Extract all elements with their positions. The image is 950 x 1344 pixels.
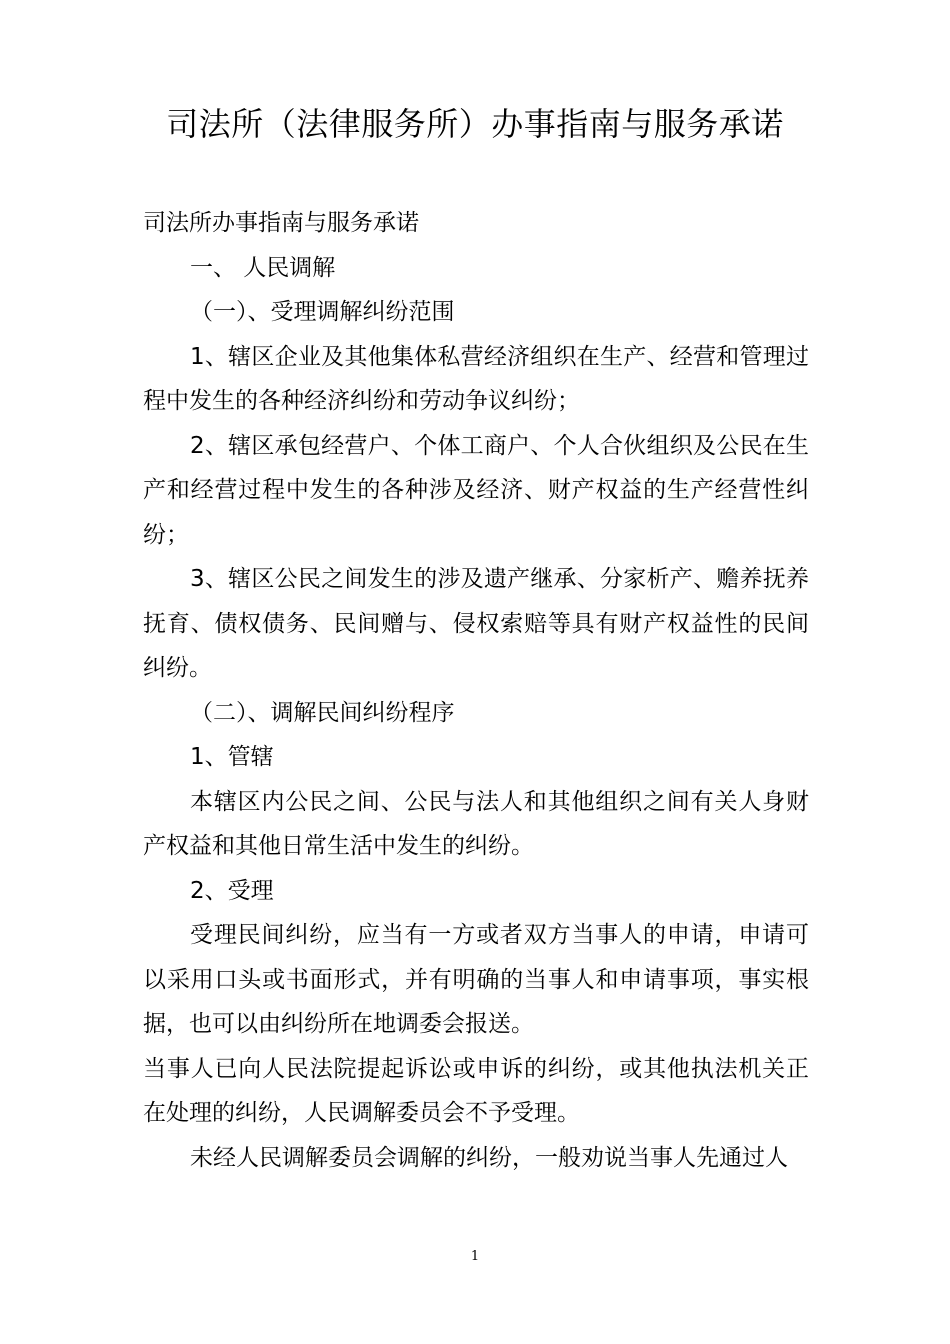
paragraph-acceptance: 受理民间纠纷，应当有一方或者双方当事人的申请，申请可以采用口头或书面形式，并有明确的当事人和申请事项，事实根据，也可以由纠纷所在地调委会报送。 [143, 922, 809, 1037]
paragraph-not-accepted: 当事人已向人民法院提起诉讼或申诉的纠纷，或其他执法机关正在处理的纠纷，人民调解委员会不予受理。 [143, 1055, 809, 1126]
document-title: 司法所（法律服务所）办事指南与服务承诺 [166, 105, 784, 143]
paragraph-scope-2: 2、辖区承包经营户、个体工商户、个人合伙组织及公民在生产和经营过程中发生的各种涉及经济、财产权益的生产经营性纠纷； [143, 432, 809, 548]
paragraph-scope-1: 1、辖区企业及其他集体私营经济组织在生产、经营和管理过程中发生的各种经济纠纷和劳动争议纠纷； [143, 343, 809, 414]
section-heading-mediation: 一、 人民调解 [190, 254, 336, 281]
paragraph-unmediated: 未经人民调解委员会调解的纠纷，一般劝说当事人先通过人 [190, 1144, 788, 1171]
page-number: 1 [470, 1249, 480, 1264]
paragraph-subtitle: 司法所办事指南与服务承诺 [143, 210, 419, 236]
paragraph-jurisdiction: 本辖区内公民之间、公民与法人和其他组织之间有关人身财产权益和其他日常生活中发生的纠纷。 [143, 788, 809, 859]
item-heading-jurisdiction: 1、管辖 [190, 744, 274, 770]
subsection-heading-scope: （一）、受理调解纠纷范围 [190, 299, 455, 325]
document-body [143, 201, 809, 1180]
paragraph-scope-3: 3、辖区公民之间发生的涉及遗产继承、分家析产、赡养抚养抚育、债权债务、民间赠与、侵权索赔等具有财产权益性的民间纠纷。 [143, 566, 809, 681]
item-heading-acceptance: 2、受理 [190, 877, 274, 904]
subsection-heading-procedure: （二）、调解民间纠纷程序 [190, 699, 455, 726]
